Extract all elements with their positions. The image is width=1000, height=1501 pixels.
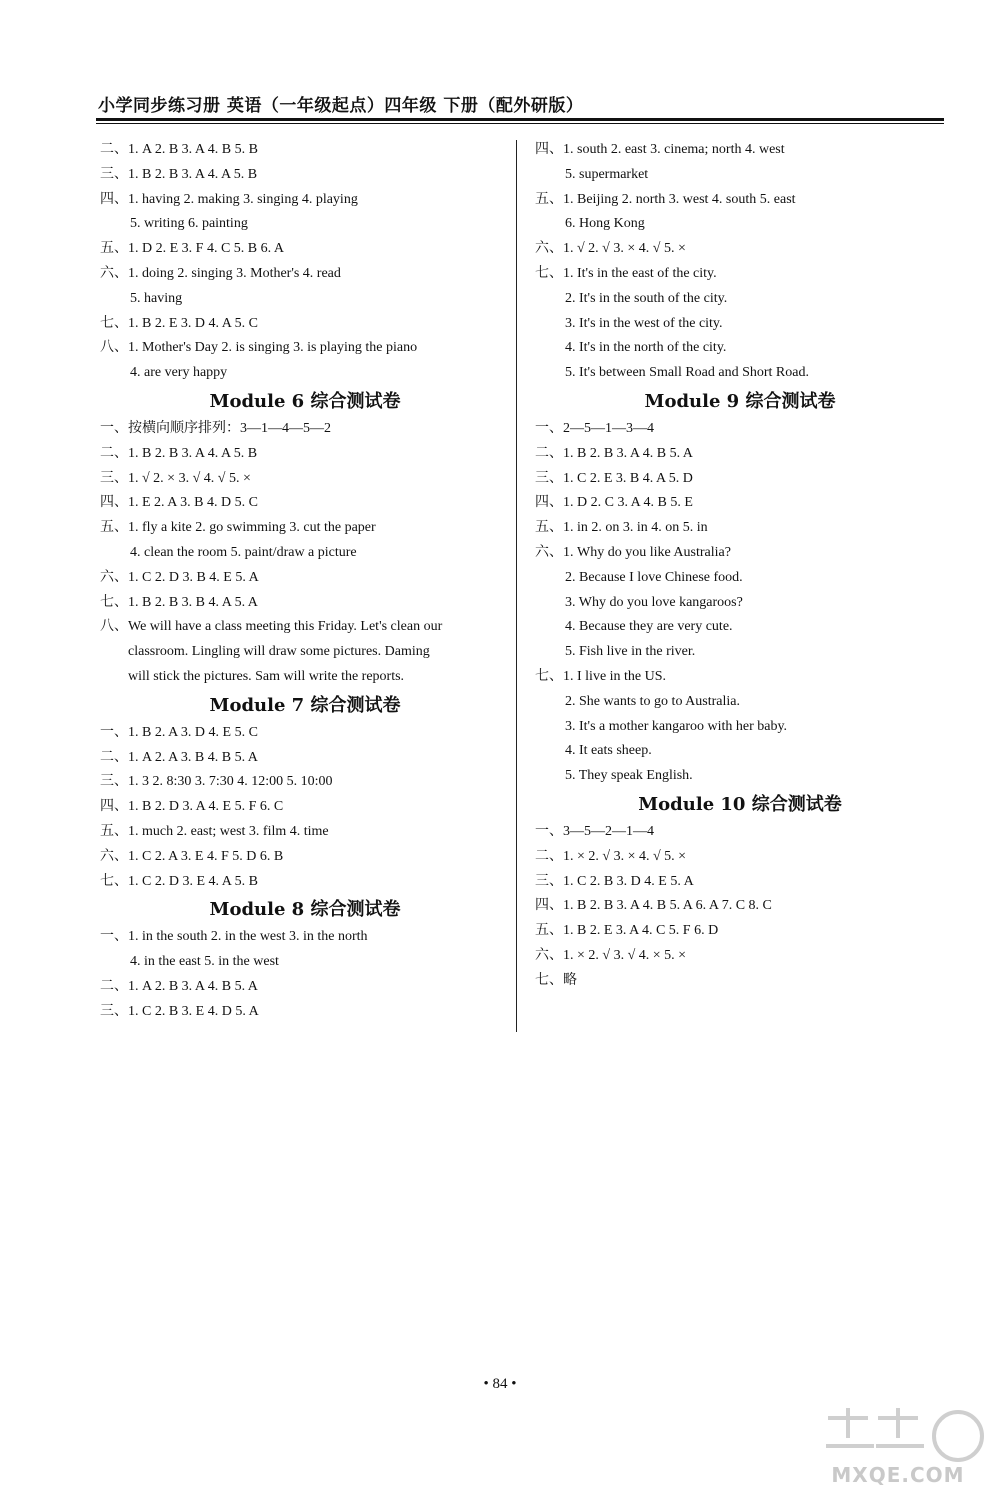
answer-line: 八、We will have a class meeting this Friday. Let's clean our [100,619,443,635]
answer-line: 六、1. Why do you like Australia? [535,544,731,560]
answer-line: 二、1. A 2. B 3. A 4. B 5. B [100,142,258,157]
answer-line: 3. It's in the west of the city. [565,315,723,331]
module-title: Module 7 综合测试卷 [209,694,401,716]
module-title: Module 9 综合测试卷 [644,390,836,412]
answer-line: will stick the pictures. Sam will write the reports. [128,668,405,684]
answer-line: 七、1. C 2. D 3. E 4. A 5. B [100,873,258,889]
answer-line: 一、1. B 2. A 3. D 4. E 5. C [100,724,258,740]
answer-line: 三、1. √ 2. × 3. √ 4. √ 5. × [100,470,251,486]
answer-line: 4. are very happy [130,365,228,381]
answer-line: 4. It's in the north of the city. [565,340,727,356]
answer-line: 四、1. E 2. A 3. B 4. D 5. C [100,495,258,511]
answer-line: 3. It's a mother kangaroo with her baby. [565,718,788,734]
watermark-text: MXQE.COM [831,1463,965,1487]
answer-line: 七、略 [535,972,577,988]
answer-line: 4. in the east 5. in the west [130,954,279,970]
answer-line: 二、1. B 2. B 3. A 4. B 5. A [535,445,693,461]
answer-line: 5. having [130,290,183,306]
answer-line: 六、1. doing 2. singing 3. Mother's 4. read [100,265,341,281]
answer-line: 五、1. much 2. east; west 3. film 4. time [100,823,329,839]
right-answer-column [535,138,945,994]
answer-line: classroom. Lingling will draw some pictures. Daming [128,644,430,660]
answer-line: 六、1. C 2. A 3. E 4. F 5. D 6. B [100,848,284,864]
answer-line: 二、1. B 2. B 3. A 4. A 5. B [100,445,258,461]
answer-line: 5. supermarket [565,166,649,182]
answer-line: 5. They speak English. [565,768,693,784]
answer-line: 6. Hong Kong [565,216,645,232]
answer-line: 4. clean the room 5. paint/draw a picture [130,544,357,560]
answer-line: 5. writing 6. painting [130,216,248,232]
page-header-title: 小学同步练习册 英语（一年级起点）四年级 下册（配外研版） [98,96,584,116]
answer-line: 三、1. C 2. E 3. B 4. A 5. D [535,470,693,486]
answer-line: 四、1. B 2. D 3. A 4. E 5. F 6. C [100,799,284,815]
answer-line: 四、1. having 2. making 3. singing 4. playing [100,191,358,207]
answer-line: 六、1. √ 2. √ 3. × 4. √ 5. × [535,241,686,257]
answer-line: 七、1. B 2. E 3. D 4. A 5. C [100,315,258,331]
answer-line: 四、1. B 2. B 3. A 4. B 5. A 6. A 7. C 8. C [535,898,772,914]
module-title: Module 10 综合测试卷 [638,793,842,815]
left-answer-column [100,138,510,1025]
answer-line: 三、1. 3 2. 8:30 3. 7:30 4. 12:00 5. 10:00 [100,774,333,790]
answer-line: 3. Why do you love kangaroos? [565,594,743,610]
answer-line: 2. She wants to go to Australia. [565,693,740,709]
header-rule-thin [96,123,944,124]
answer-line: 一、按横向顺序排列：3—1—4—5—2 [100,420,331,436]
answer-line: 四、1. south 2. east 3. cinema; north 4. west [535,142,785,157]
module-title: Module 6 综合测试卷 [209,390,401,412]
module-title: Module 8 综合测试卷 [209,899,401,921]
answer-line: 五、1. in 2. on 3. in 4. on 5. in [535,520,708,536]
answer-line: 七、1. It's in the east of the city. [535,265,717,281]
answer-line: 五、1. B 2. E 3. A 4. C 5. F 6. D [535,923,719,939]
answer-line: 一、1. in the south 2. in the west 3. in the north [100,929,368,945]
answer-line: 七、1. B 2. B 3. B 4. A 5. A [100,594,258,610]
answer-line: 三、1. C 2. B 3. E 4. D 5. A [100,1003,259,1019]
column-divider [516,140,517,1032]
page-number: • 84 • [483,1376,517,1392]
answer-line: 七、1. I live in the US. [535,668,667,684]
header-rule-thick [96,118,944,121]
answer-line: 5. Fish live in the river. [565,644,696,660]
answer-line: 二、1. × 2. √ 3. × 4. √ 5. × [535,848,687,864]
answer-line: 5. It's between Small Road and Short Road. [565,365,809,381]
answer-line: 六、1. C 2. D 3. B 4. E 5. A [100,569,259,585]
answer-line: 三、1. C 2. B 3. D 4. E 5. A [535,873,694,889]
answer-line: 一、2—5—1—3—4 [535,420,654,436]
answer-line: 一、3—5—2—1—4 [535,823,654,839]
answer-line: 2. It's in the south of the city. [565,290,728,306]
answer-line: 三、1. B 2. B 3. A 4. A 5. B [100,166,258,182]
answer-line: 二、1. A 2. B 3. A 4. B 5. A [100,978,258,994]
answer-line: 五、1. fly a kite 2. go swimming 3. cut the paper [100,520,376,536]
answer-line: 2. Because I love Chinese food. [565,569,743,585]
answer-line: 二、1. A 2. A 3. B 4. B 5. A [100,749,258,765]
answer-line: 4. It eats sheep. [565,743,652,759]
answer-line: 五、1. D 2. E 3. F 4. C 5. B 6. A [100,241,284,257]
answer-line: 五、1. Beijing 2. north 3. west 4. south 5. east [535,191,796,207]
answer-line: 4. Because they are very cute. [565,619,733,635]
answer-line: 八、1. Mother's Day 2. is singing 3. is playing the piano [100,340,418,356]
answer-line: 六、1. × 2. √ 3. √ 4. × 5. × [535,947,687,963]
answer-line: 四、1. D 2. C 3. A 4. B 5. E [535,495,693,511]
